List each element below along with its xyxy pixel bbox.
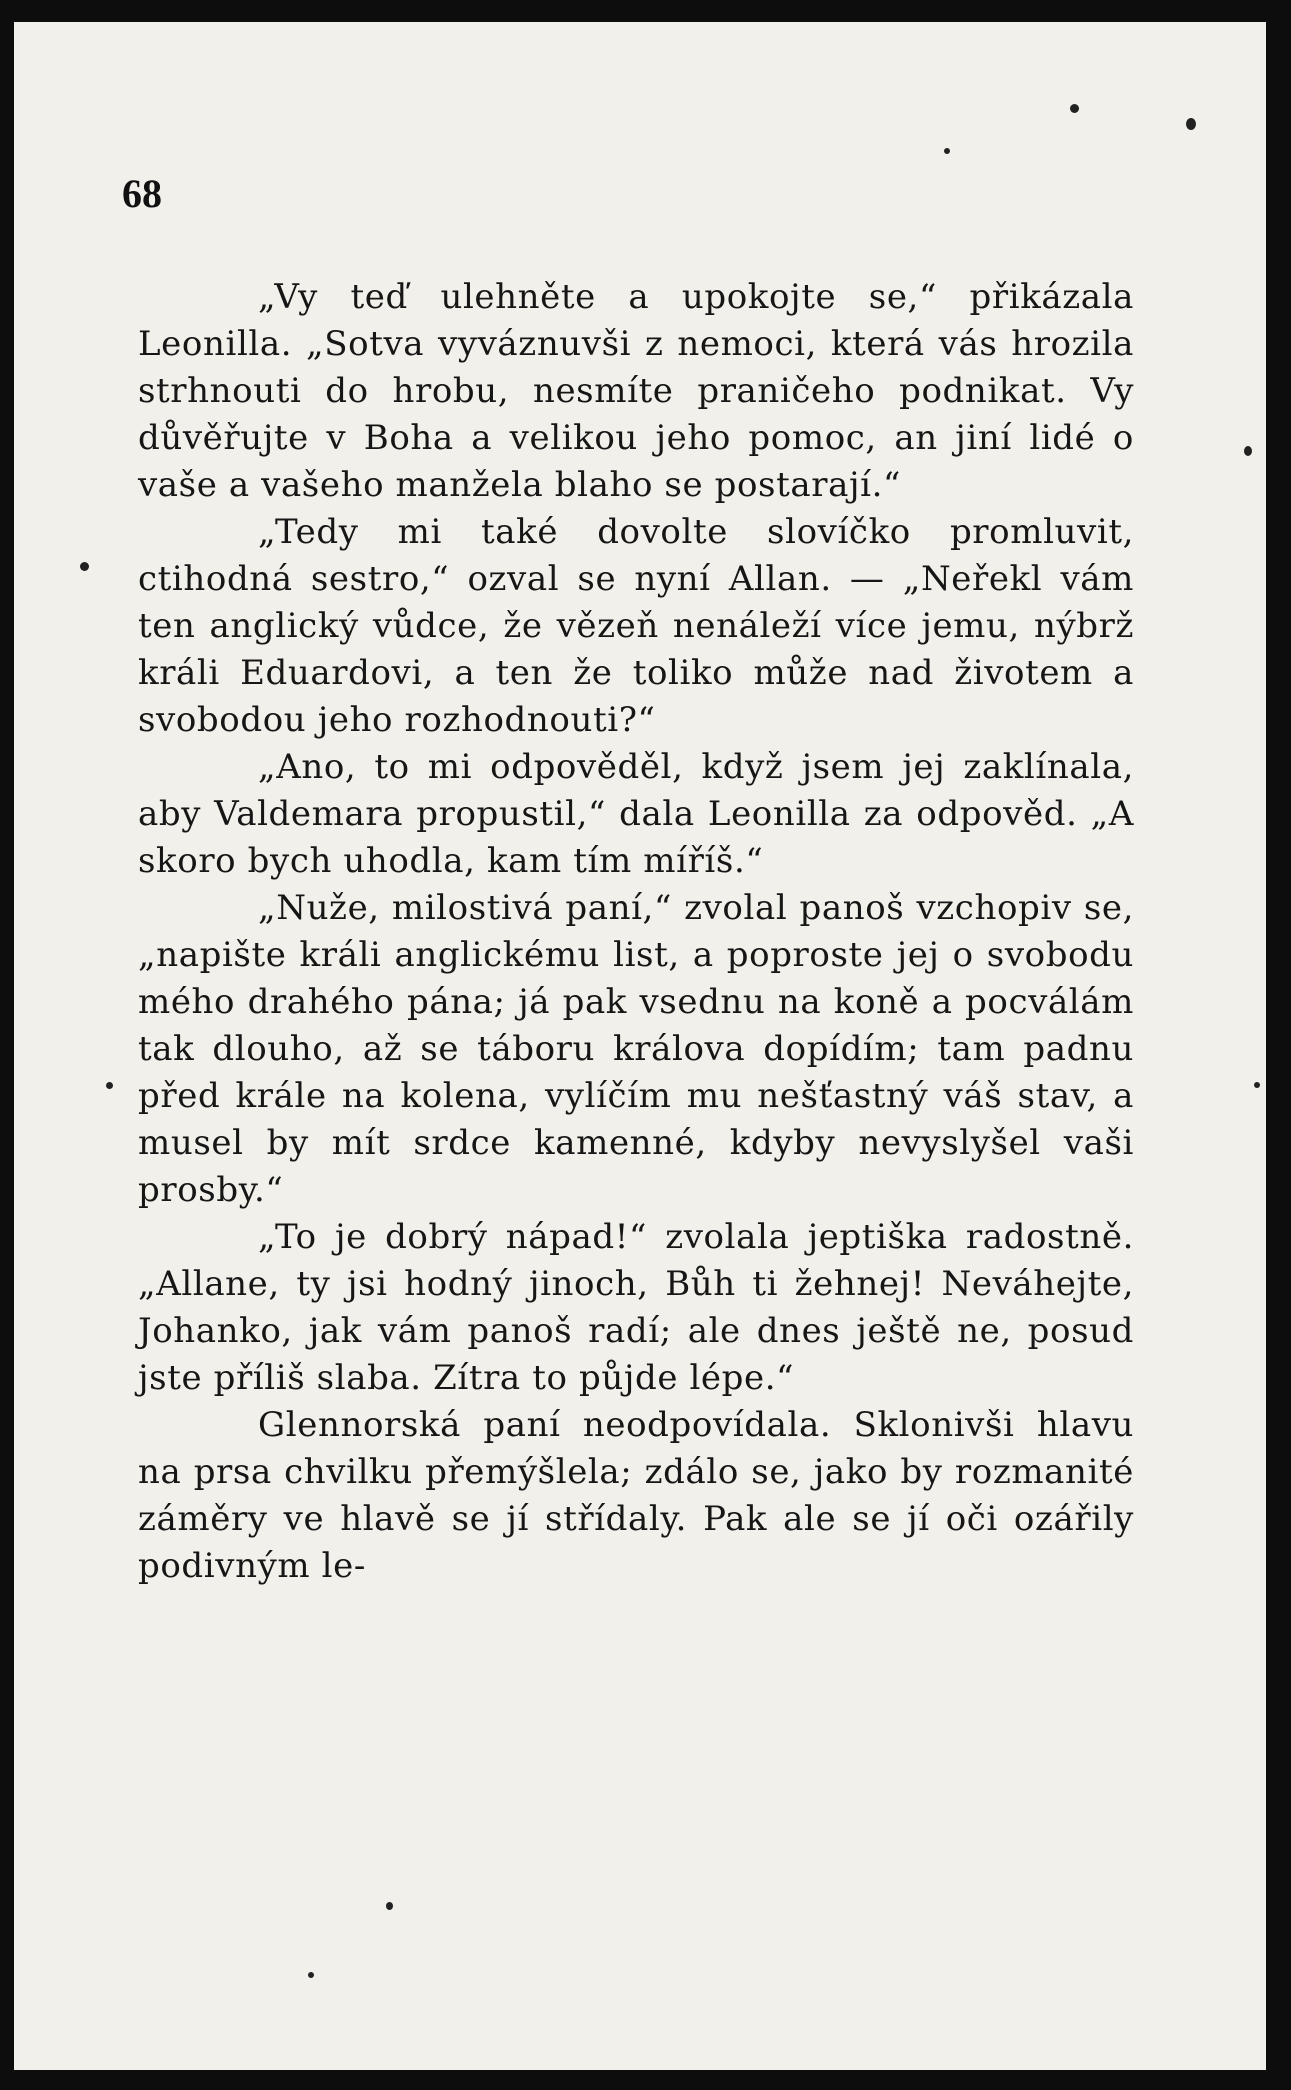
scan-speck (1186, 118, 1196, 130)
scan-speck (1070, 104, 1079, 113)
text-body (138, 274, 1134, 1590)
scan-speck (944, 148, 950, 154)
paragraph: „To je dobrý nápad!“ zvolala jeptiška radostně. „Allane, ty jsi hodný jinoch, Bůh ti žehnej! Neváhejte, Johanko, jak vám panoš radí; ale dnes ještě ne, posud jste příliš slaba. Zítra to půjde lépe.“ (138, 1217, 1134, 1398)
paragraph: „Vy teď ulehněte a upokojte se,“ přikázala Leonilla. „Sotva vyváznuvši z nemoci, která vás hrozila strhnouti do hrobu, nesmíte praničeho podnikat. Vy důvěřujte v Boha a velikou jeho pomoc, an jiní lidé o vaše a vašeho manžela blaho se postarají.“ (138, 277, 1134, 505)
scan-speck (106, 1082, 113, 1089)
paragraph: „Tedy mi také dovolte slovíčko promluvit, ctihodná sestro,“ ozval se nyní Allan. — „Neřekl vám ten anglický vůdce, že vězeň nenáleží více jemu, nýbrž králi Eduardovi, a ten že toliko může nad životem a svobodou jeho rozhodnouti?“ (138, 512, 1134, 740)
scan-speck (1254, 1082, 1260, 1088)
paragraph: „Ano, to mi odpověděl, když jsem jej zaklínala, aby Valdemara propustil,“ dala Leonilla za odpověd. „A skoro bych uhodla, kam tím míříš.“ (138, 747, 1134, 881)
scan-speck (386, 1902, 393, 1910)
paragraph: „Nuže, milostivá paní,“ zvolal panoš vzchopiv se, „napište králi anglickému list, a poproste jej o svobodu mého drahého pána; já pak vsednu na koně a pocválám tak dlouho, až se táboru králova dopídím; tam padnu před krále na kolena, vylíčím mu nešťastný váš stav, a musel by mít srdce kamenné, kdyby nevyslyšel vaši prosby.“ (138, 888, 1134, 1210)
scan-speck (80, 562, 89, 571)
book-page (14, 22, 1266, 2070)
paragraph: Glennorská paní neodpovídala. Sklonivši hlavu na prsa chvilku přemýšlela; zdálo se, jako by rozmanité záměry ve hlavě se jí střídaly. Pak ale se jí oči ozářily podivným le- (138, 1405, 1134, 1586)
page-number: 68 (122, 171, 162, 216)
scan-speck (1244, 446, 1252, 456)
scan-speck (308, 1972, 314, 1978)
